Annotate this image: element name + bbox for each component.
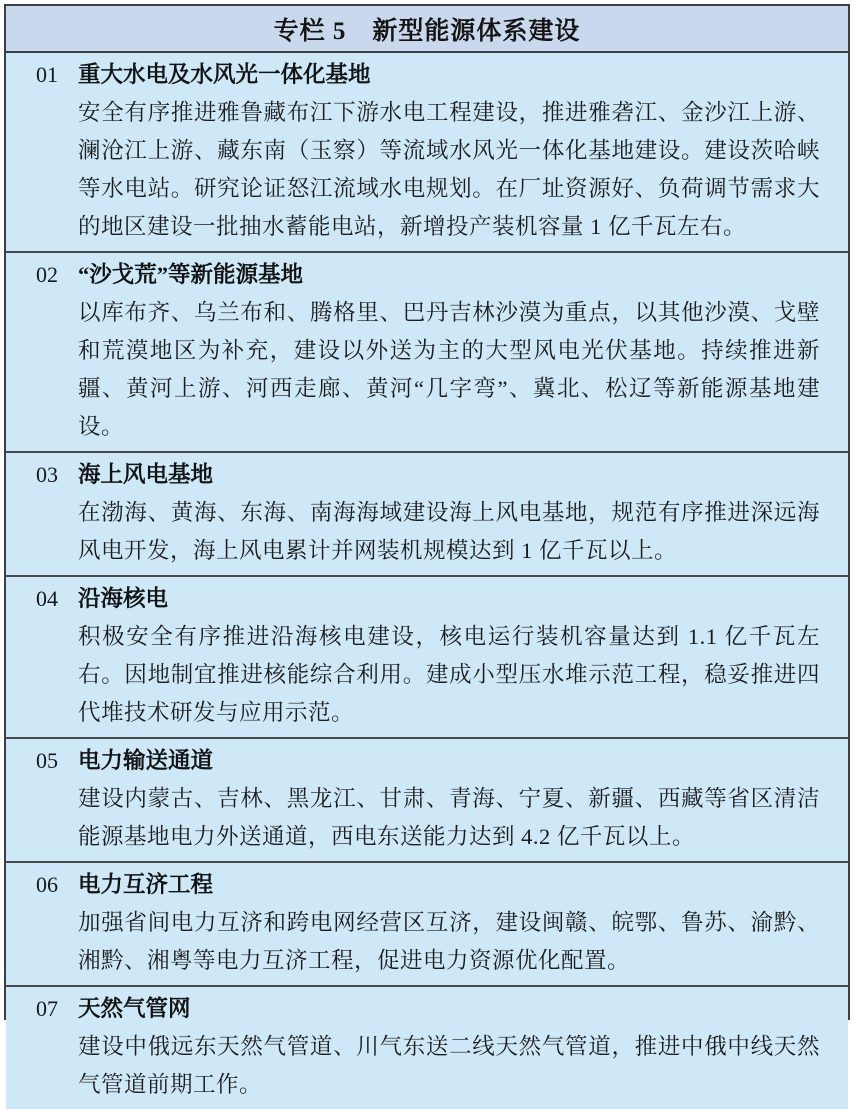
section-body: 建设中俄远东天然气管道、川气东送二线天然气管道，推进中俄中线天然气管道前期工作。 (78, 1034, 820, 1097)
section-body: 安全有序推进雅鲁藏布江下游水电工程建设，推进雅砻江、金沙江上游、澜沧江上游、藏东南（玉察）等流域水风光一体化基地建设。建设茨哈峡等水电站。研究论证怒江流域水电规划。在厂址资源好、负荷调节需求大的地区建设一批抽水蓄能电站，新增投产装机容量 1 亿千瓦左右。 (78, 100, 820, 239)
section-title: “沙戈荒”等新能源基地 (78, 262, 304, 287)
column-box-panel (4, 4, 850, 1097)
section-body: 积极安全有序推进沿海核电建设，核电运行装机容量达到 1.1 亿千瓦左右。因地制宜推进核能综合利用。建成小型压水堆示范工程，稳妥推进四代堆技术研发与应用示范。 (78, 624, 820, 725)
section-row (6, 739, 848, 863)
panel-header (6, 6, 848, 53)
section-row (6, 577, 848, 739)
section-content (78, 56, 820, 246)
section-title: 电力互济工程 (78, 872, 214, 897)
section-row (6, 53, 848, 253)
section-row (6, 987, 848, 1109)
section-title: 电力输送通道 (78, 748, 214, 773)
section-title: 重大水电及水风光一体化基地 (78, 62, 371, 87)
section-content (78, 580, 820, 732)
section-content (78, 742, 820, 856)
section-body: 在渤海、黄海、东海、南海海域建设海上风电基地，规范有序推进深远海风电开发，海上风电累计并网装机规模达到 1 亿千瓦以上。 (78, 500, 820, 563)
section-row (6, 863, 848, 987)
section-number: 05 (36, 748, 58, 773)
section-body: 加强省间电力互济和跨电网经营区互济，建设闽赣、皖鄂、鲁苏、渝黔、湘黔、湘粤等电力互济工程，促进电力资源优化配置。 (78, 910, 820, 973)
section-number: 04 (36, 586, 58, 611)
section-number: 03 (36, 462, 58, 487)
section-content (78, 456, 820, 570)
section-body: 建设内蒙古、吉林、黑龙江、甘肃、青海、宁夏、新疆、西藏等省区清洁能源基地电力外送通道，西电东送能力达到 4.2 亿千瓦以上。 (78, 786, 820, 849)
section-title: 沿海核电 (78, 586, 169, 611)
section-number: 02 (36, 262, 58, 287)
section-number: 01 (36, 62, 58, 87)
section-content (78, 990, 820, 1104)
section-row (6, 253, 848, 453)
section-content (78, 256, 820, 446)
section-number: 06 (36, 872, 58, 897)
section-content (78, 866, 820, 980)
section-body: 以库布齐、乌兰布和、腾格里、巴丹吉林沙漠为重点，以其他沙漠、戈壁和荒漠地区为补充，建设以外送为主的大型风电光伏基地。持续推进新疆、黄河上游、河西走廊、黄河“几字弯”、冀北、松辽等新能源基地建设。 (78, 300, 820, 439)
panel-title: 专栏 5 新型能源体系建设 (273, 17, 581, 45)
section-title: 天然气管网 (78, 996, 191, 1021)
section-row (6, 453, 848, 577)
section-title: 海上风电基地 (78, 462, 214, 487)
section-number: 07 (36, 996, 58, 1021)
